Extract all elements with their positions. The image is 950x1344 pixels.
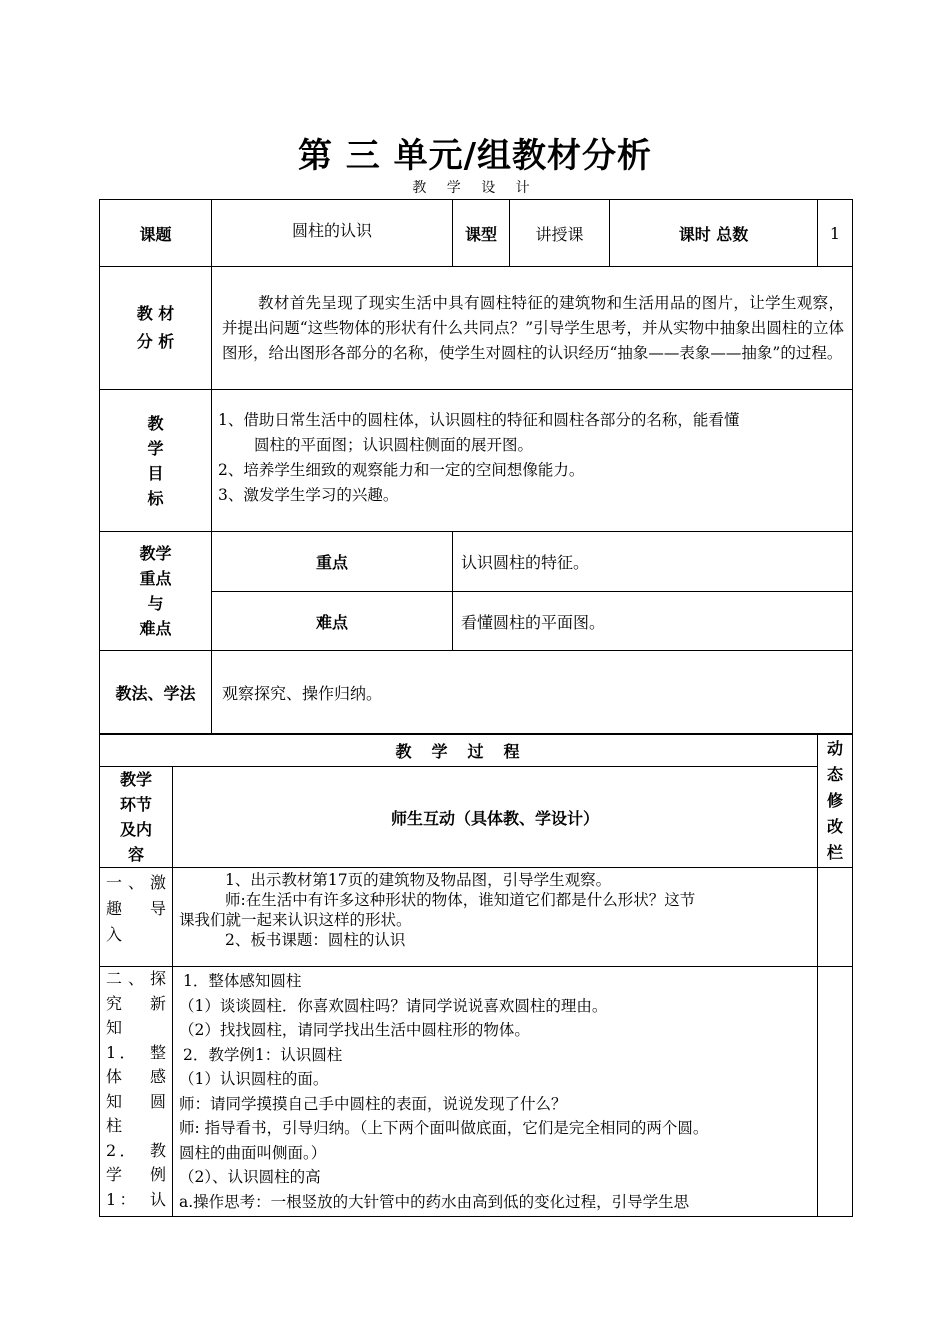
revision-heading-char: 改: [827, 817, 844, 836]
analysis-label: [100, 267, 212, 390]
analysis-label-line: 分 析: [136, 332, 175, 351]
revision-heading-char: 动: [827, 739, 844, 758]
stage-heading-line: 及内: [119, 820, 152, 839]
difficulty-value: 看懂圆柱的平面图。: [453, 592, 853, 651]
section1-label-line: 入: [106, 925, 123, 944]
section1-label: [100, 868, 173, 967]
section2-line: （2）找找圆柱，请同学找出生活中圆柱形的物体。: [179, 1021, 530, 1039]
section2-line: 圆柱的曲面叫侧面。）: [179, 1143, 327, 1162]
section2-label-line: 1： 认: [106, 1189, 166, 1209]
lesson-info-table: [99, 199, 853, 734]
section1-line: 课我们就一起来认识这样的形状。: [179, 911, 412, 929]
stage-heading-line: 环节: [119, 795, 152, 814]
focus-label: [212, 532, 453, 592]
section1-line: 1、出示教材第17页的建筑物及物品图，引导学生观察。: [225, 871, 612, 889]
hours-label: 课时 总数: [610, 200, 818, 267]
teaching-process-table: [99, 734, 853, 1217]
section2-label-line: 柱: [106, 1116, 123, 1135]
section2-line: （1）谈谈圆柱．你喜欢圆柱吗？请同学说说喜欢圆柱的理由。: [179, 996, 608, 1015]
section2-line: 师：请同学摸摸自己手中圆柱的表面，说说发现了什么？: [179, 1094, 567, 1113]
methods-label: 教法、学法: [100, 651, 212, 734]
section2-label-line: 知: [106, 1018, 123, 1037]
section2-line: （2）、认识圆柱的高: [179, 1168, 321, 1186]
process-heading: 教 学 过 程: [100, 735, 818, 767]
analysis-text: 教材首先呈现了现实生活中具有圆柱特征的建筑物和生活用品的图片，让学生观察，并提出问题“这些物体的形状有什么共同点？”引导学生思考，并从实物中抽象出圆柱的立体图形，给出图形各部分的名称，使学生对圆柱的认识经历“抽象——表象——抽象”的过程。: [212, 267, 853, 390]
section2-label-line: 究 新: [106, 993, 166, 1013]
objectives-list: [212, 390, 853, 532]
analysis-label-line: 教 材: [136, 304, 175, 323]
objectives-label-char: 目: [147, 463, 164, 483]
objective-item: 1、借助日常生活中的圆柱体，认识圆柱的特征和圆柱各部分的名称，能看懂: [218, 411, 740, 429]
section1-label-line: 趣 导: [106, 899, 166, 918]
section2-label-line: 体 感: [106, 1067, 166, 1086]
section1-revision: [818, 868, 853, 967]
objective-item: 圆柱的平面图；认识圆柱侧面的展开图。: [254, 436, 534, 454]
objective-item: 2、培养学生细致的观察能力和一定的空间想像能力。: [218, 461, 585, 479]
revision-heading-char: 修: [827, 791, 844, 810]
section2-label-line: 2． 教: [106, 1140, 166, 1160]
section1-line: 师:在生活中有许多这种形状的物体，谁知道它们都是什么形状？这节: [225, 891, 696, 909]
stage-column-heading: [100, 767, 173, 868]
section2-line: 师: 指导看书，引导归纳。（上下两个面叫做底面，它们是完全相同的两个圆。: [179, 1119, 709, 1137]
key-points-label: [100, 532, 212, 651]
page-subtitle: 教 学 设 计: [412, 180, 538, 196]
focus-value: 认识圆柱的特征。: [453, 532, 853, 592]
objectives-label-char: 标: [147, 488, 164, 508]
topic-value: 圆柱的认识: [212, 200, 453, 267]
section2-label: [100, 967, 173, 1217]
objectives-label: [100, 390, 212, 532]
section1-content: [173, 868, 818, 967]
section2-label-line: 1． 整: [106, 1042, 166, 1062]
section2-line: 1．整体感知圆柱: [183, 972, 302, 990]
section2-line: （1）认识圆柱的面。: [179, 1070, 329, 1088]
type-label: 课型: [453, 200, 510, 267]
interaction-column-heading: 师生互动（具体教、学设计）: [173, 767, 818, 868]
key-points-label-line: 难点: [139, 619, 172, 638]
section1-line: 2、板书课题：圆柱的认识: [225, 931, 406, 949]
section2-label-line: 学 例: [106, 1165, 166, 1184]
type-value: 讲授课: [510, 200, 610, 267]
stage-heading-line: 容: [127, 845, 144, 864]
section2-label-line: 知 圆: [106, 1091, 166, 1111]
objectives-label-char: 教: [147, 413, 164, 433]
focus-label-text: 重点: [315, 553, 348, 572]
objective-item: 3、激发学生学习的兴趣。: [218, 486, 399, 504]
section1-label-line: 一、激: [106, 873, 166, 892]
revision-column-heading: [818, 735, 853, 868]
methods-value: 观察探究、操作归纳。: [212, 651, 853, 734]
revision-heading-char: 态: [827, 765, 844, 784]
objectives-label-char: 学: [147, 438, 164, 458]
difficulty-label: 难点: [212, 592, 453, 651]
key-points-label-line: 与: [147, 594, 164, 613]
topic-label: 课题: [100, 200, 212, 267]
revision-heading-char: 栏: [827, 843, 844, 862]
section2-content: [173, 967, 818, 1217]
section2-line: 2．教学例1：认识圆柱: [183, 1045, 343, 1064]
section2-revision: [818, 967, 853, 1217]
stage-heading-line: 教学: [119, 770, 152, 789]
page-title: 第 三 单元/组教材分析: [297, 136, 653, 176]
section2-line: a.操作思考：一根竖放的大针管中的药水由高到低的变化过程，引导学生思: [179, 1192, 690, 1211]
section2-label-line: 二、探: [106, 969, 166, 988]
hours-value: 1: [818, 200, 853, 267]
key-points-label-line: 重点: [139, 569, 172, 588]
key-points-label-line: 教学: [139, 544, 172, 563]
